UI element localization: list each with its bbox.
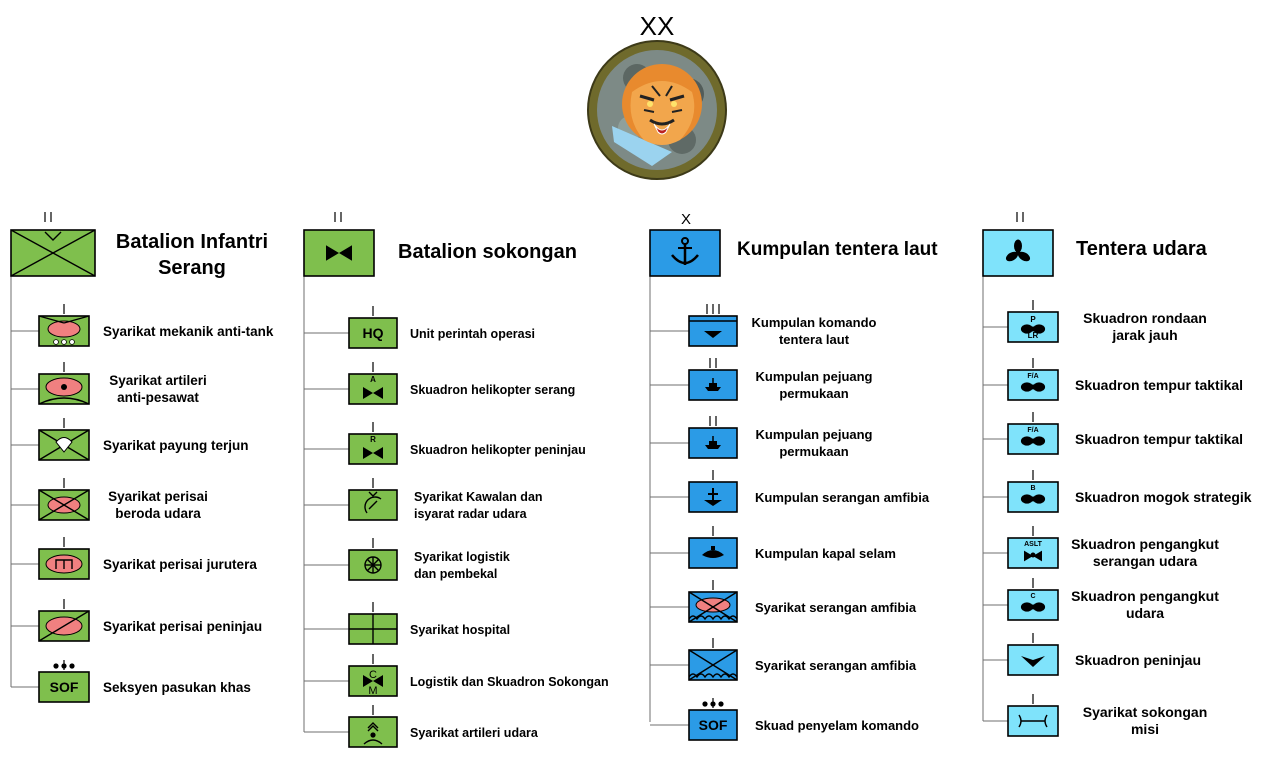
box-label: A [370,375,376,384]
box-label: F/A [1027,427,1039,434]
unit-label: Kumpulan serangan amfibia [755,490,930,505]
header-echelon [1017,212,1023,222]
unit-item [304,602,510,644]
unit-label: anti-pesawat [117,390,199,405]
unit-label: misi [1130,721,1160,737]
box-label: SOF [698,717,728,733]
box-label: F/A [1027,373,1039,380]
unit-label: Syarikat perisai jurutera [103,557,257,572]
unit-item [304,478,543,521]
unit-label: Syarikat artileri [109,373,207,388]
unit-item [304,654,609,697]
column-2 [304,212,609,747]
dot-mark [53,663,58,668]
dot-mark [69,663,74,668]
dot-mark [702,701,707,706]
unit-item [650,470,930,512]
unit-label: Syarikat serangan amfibia [755,600,917,615]
unit-label: Syarikat payung terjun [103,438,249,453]
unit-label: Syarikat serangan amfibia [755,658,917,673]
unit-label: Skuadron peninjau [1075,652,1202,668]
unit-label: Skuadron pengangkut [1071,588,1219,604]
unit-label: Kumpulan komando [751,315,877,330]
box-label: R [370,435,376,444]
dot-mark [718,701,723,706]
unit-item [650,304,877,347]
echelon-mark: X [680,211,692,228]
unit-label: Syarikat hospital [410,623,511,637]
unit-item [304,362,575,404]
unit-item [304,422,586,464]
unit-label: jarak jauh [1112,327,1178,343]
unit-label: Skuadron tempur taktikal [1075,431,1244,447]
box-label: M [368,685,378,697]
top-echelon: XX [639,11,675,41]
unit-label: Syarikat perisai [108,489,208,504]
header-echelon [335,212,341,222]
box-label: SOF [49,679,79,695]
unit-label: Syarikat perisai peninjau [103,619,263,634]
column-4 [983,212,1252,737]
header-symbol [983,230,1053,276]
dot-mark [61,663,66,668]
unit-item [650,416,873,459]
unit-label: udara [1125,605,1165,621]
box-label: HQ [362,325,384,341]
brigade-emblem [588,41,726,179]
unit-label: Skuadron helikopter peninjau [410,443,586,457]
header-symbol [11,230,95,276]
box-label: C [369,669,377,681]
unit-item [650,638,917,680]
column-title: Batalion sokongan [398,241,577,263]
unit-item [650,580,917,622]
unit-item [983,470,1252,512]
unit-item [983,694,1207,737]
unit-item [983,578,1219,621]
unit-item [650,698,919,740]
unit-item [983,526,1219,569]
unit-label: Skuadron rondaan [1083,310,1207,326]
unit-item [11,537,257,579]
unit-label: Skuadron helikopter serang [410,383,576,397]
unit-item [11,599,262,641]
box-label: P [1030,315,1036,324]
unit-label: Logistik dan Skuadron Sokongan [410,675,609,689]
box-label: ASLT [1024,541,1042,548]
unit-label: isyarat radar udara [414,507,527,521]
unit-label: Syarikat Kawalan dan [414,490,543,504]
unit-label: Unit perintah operasi [410,327,536,341]
unit-label: serangan udara [1092,553,1198,569]
unit-item [983,633,1201,675]
unit-label: Syarikat mekanik anti-tank [103,324,274,339]
header-symbol [304,230,374,276]
unit-item [11,478,208,521]
unit-label: Skuadron mogok strategik [1075,489,1252,505]
unit-label: Skuad penyelam komando [755,718,919,733]
box-label: B [1030,485,1036,492]
unit-label: Syarikat logistik [414,550,510,564]
unit-label: permukaan [779,444,849,459]
column-title: Kumpulan tentera laut [737,239,938,260]
unit-item [650,358,873,401]
header-echelon [681,211,691,228]
unit-item [983,412,1243,454]
unit-label: Syarikat artileri udara [410,726,538,740]
unit-label: Kumpulan kapal selam [755,546,896,561]
unit-label: Syarikat sokongan [1082,704,1208,720]
unit-label: Kumpulan pejuang [755,369,873,384]
unit-item [11,362,207,405]
dot-mark [710,701,715,706]
unit-item [304,705,539,747]
column-title: Serang [158,257,226,279]
column-title: Batalion Infantri [115,231,269,253]
unit-item [11,418,249,460]
unit-item [650,526,896,568]
header-symbol [650,230,720,276]
unit-label: Skuadron pengangkut [1071,536,1219,552]
unit-label: beroda udara [115,506,201,521]
unit-item [983,358,1243,400]
unit-item [304,538,510,581]
box-label: C [1030,593,1036,600]
unit-label: Kumpulan pejuang [755,427,873,442]
unit-item [11,660,251,702]
box-label: LR [1027,331,1039,340]
unit-label: permukaan [779,386,849,401]
column-1 [11,212,274,702]
unit-label: Skuadron tempur taktikal [1075,377,1244,393]
header-echelon [45,212,51,222]
unit-item [304,306,535,348]
column-3 [650,211,938,740]
unit-label: tentera laut [778,332,850,347]
column-title: Tentera udara [1076,238,1207,260]
unit-item [983,300,1207,343]
unit-item [11,304,274,346]
unit-label: dan pembekal [414,567,498,581]
unit-label: Seksyen pasukan khas [103,680,251,695]
